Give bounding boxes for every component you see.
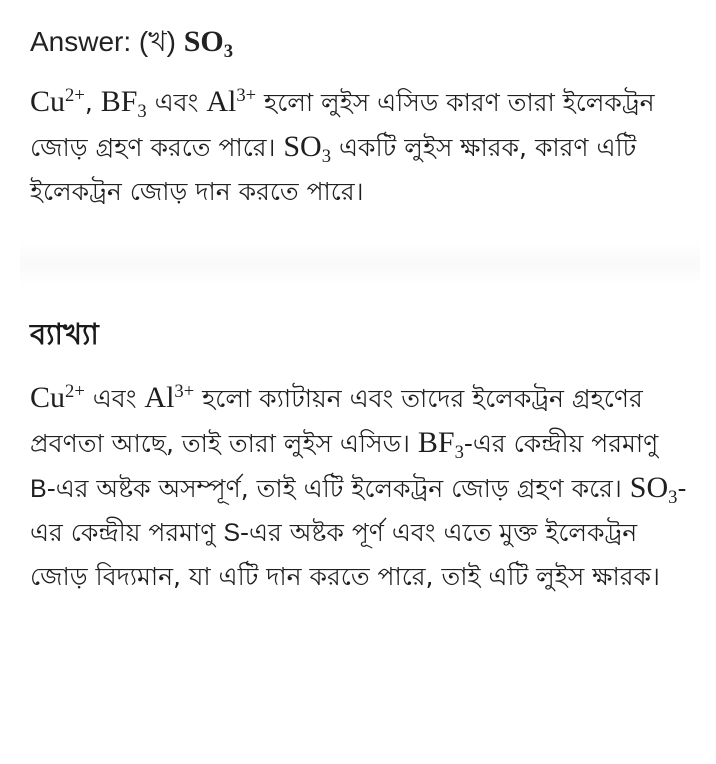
bf3-subscript: 3	[137, 100, 147, 122]
answer-formula-main: SO	[183, 25, 224, 58]
explanation-bf3-subscript: 3	[454, 441, 464, 463]
atom-b: B	[30, 475, 47, 503]
answer-prefix: Answer: (খ)	[30, 26, 184, 57]
explanation-formula-cu: $Cu^{2+}$	[30, 380, 85, 414]
solution-document	[30, 22, 690, 599]
explanation-formula-so3: $SO_3$	[629, 471, 678, 508]
explanation-heading: ব্যাখ্যা	[30, 317, 99, 351]
al-charge: 3+	[236, 84, 257, 106]
explanation-cu-charge: 2+	[65, 380, 85, 402]
explanation-formula-bf3: $BF_3$	[417, 426, 464, 463]
explanation-paragraph: $Cu^{2+}$ এবং $Al^{3+}$ হলো ক্যাটায়ন এবং তাদের ইলেকট্রন গ্রহণের প্রবণতা আছে, তাই তারা লুইস এসিড। $BF_3-এর$ কেন্দ্রীয় পরমাণু B-এর অষ্টক অসম্পূর্ণ, তাই এটি ইলেকট্রন জোড় গ্রহণ করে। $SO_3-এর$ কেন্দ্রীয় পরমাণু S-এর অষ্টক পূর্ণ এবং এতে মুক্ত ইলেকট্রন জোড় বিদ্যমান, যা এটি দান করতে পারে, তাই এটি লুইস ক্ষারক।	[30, 380, 687, 591]
answer-formula-subscript: 3	[223, 40, 234, 62]
answer-explanation-paragraph: $Cu^{2+}$, $BF_3$ এবং $Al^{3+}$ হলো লুইস এসিড কারণ তারা ইলেকট্রন জোড় গ্রহণ করতে পারে। $SO_3$ একটি লুইস ক্ষারক, কারণ এটি ইলেকট্রন জোড় দান করতে পারে।	[30, 84, 655, 206]
answer-formula	[183, 25, 234, 62]
cu-charge: 2+	[65, 84, 85, 106]
answer-line	[30, 22, 690, 62]
formula-bf3: $BF_3$	[100, 85, 147, 122]
explanation-al-charge: 3+	[174, 380, 195, 402]
explanation-so3-subscript: 3	[668, 486, 678, 508]
formula-cu: $Cu^{2+}$	[30, 84, 85, 118]
so3-subscript: 3	[321, 145, 332, 167]
formula-so3: $SO_3$	[283, 130, 332, 167]
explanation-formula-al: $Al^{3+}$	[144, 380, 195, 414]
formula-al: $Al^{3+}$	[206, 84, 257, 118]
faint-separator	[20, 242, 700, 286]
atom-s: S	[223, 519, 241, 547]
section-gap	[30, 214, 690, 314]
